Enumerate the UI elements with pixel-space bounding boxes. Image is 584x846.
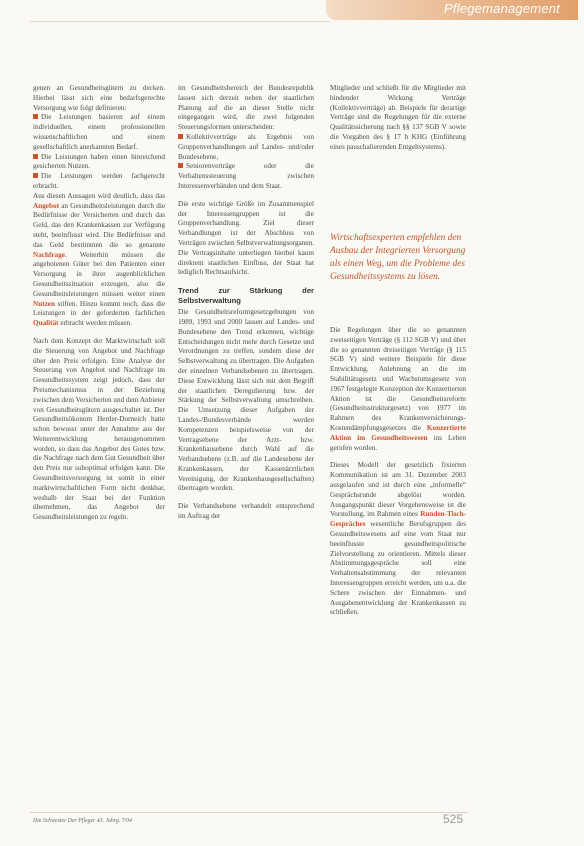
footer-rule [30,812,468,813]
highlight-term: Angebot [33,201,59,210]
header-rule [30,21,330,22]
highlight-term: Konzertierte Aktion im Gesundheitswesen [330,423,467,442]
column-3 [330,84,466,153]
text: ins Leben gerufen worden. [330,433,466,452]
highlight-term: Nachfrage [33,250,65,259]
journal-footer: Die Schwester Der Pfleger 43. Jahrg. 7/04 [33,818,132,824]
text: stiften. Hinzu kommt noch, dass die Leistungen in der geforderten fachlichen [33,299,166,318]
bullet-square-icon [33,114,38,119]
bullet-item [178,133,314,162]
column-1 [33,84,165,523]
bullet-item [33,113,165,152]
paragraph: Die erste wichtige Größe im Zusammenspiel der Interessengruppen ist die Gruppenverhandlung. Ziel dieser Verhandlungen ist der Abschluss von Verträgen zwischen Selbstverwaltungsorganen. Die Vertragsinhalte unterliegen hierbei kaum direktem staatlichen Einfluss, der Staat hat lediglich Rechtsaufsicht. [178,199,314,277]
column-2 [178,84,314,522]
section-title: Pflegemanagement [444,1,560,16]
bullet-text: Die Leistungen basieren auf einem individuellen, einem professionellen wissenschaftlichen und einem gesellschaftlich anerkannten Bedarf. [33,113,165,151]
page-header [0,0,584,22]
highlight-term: Nutzen [33,299,55,308]
spacer [33,329,165,337]
bullet-square-icon [33,173,38,178]
paragraph: im Gesundheitsbereich der Bundesrepublik lassen sich derzeit neben der staatlichen Planung auf die an dieser Stelle nicht eingegangen wird, die zwei folgenden Steuerungsformen unterscheiden: [178,84,314,132]
bullet-square-icon [33,154,38,159]
bullet-text: Die Leistungen werden fachgerecht erbracht. [33,172,165,190]
text: erbracht werden müssen. [60,319,133,328]
text: wesentliche Berufsgruppen des Gesundheitswesens auf eine vom Staat nur beeinflusste gesundheitspolitische Zielvorstellung zu orientieren. Mittels dieser Abstimmungsgespräche soll eine Verhaltensabstimmung der relevanten Interessengruppen erreicht werden, um u.a. die Schere zwischen der Einnahmen- und Ausgabenentwicklung der Krankenkassen zu schließen. [330,520,466,617]
bullet-item [33,172,165,192]
paragraph: Die Verbandsebene verhandelt entsprechend im Auftrag der [178,502,314,521]
text: an Gesundheitsleistungen durch die Bedürfnisse der Versicherten und durch das Geld, das den Krankenkassen zur Verfügung steht, beeinflusst wird. Die Bedürfnisse und das Geld bestimmen die so genannte [33,201,166,249]
spacer [178,494,314,502]
subheading: Trend zur Stärkung der Selbstverwaltung [178,286,314,306]
paragraph: genen an Gesundheitsgütern zu decken. Hierbei lässt sich eine bedarfsgerechte Versorgung wie folgt definieren: [33,84,165,112]
highlight-term: Runden-Tisch-Gespräches [330,510,466,529]
text: Die Regelungen über die so genannten zweiseitigen Verträge (§ 112 SGB V) und über die so genannten dreiseitigen Verträge (§ 115 SGB V) sind weitere Beispiele für diese Entwicklung. Anlehnung an die im Stabilitätsgesetz und Wachstumsgesetz von 1967 festgelegte Konzeption der Konzertierten Aktion ist die Gesundheitsreform (Gesundheitsstrukturgesetz) von 1977 im Rahmen des Krankenversicherungs-Kostendämpfungsgesetzes die [330,326,466,432]
bullet-item [178,162,314,191]
paragraph: Die Gesundheitsreformgesetzgebungen von 1989, 1993 und 2000 lassen auf Landes- und Bundesebene den Trend erkennen, wichtige Entscheidungen nicht mehr durch Gesetze und Verordnungen zu treffen, sondern diese der Selbstverwaltung zu übertragen. Die Aufgaben der einzelnen Verbandsebenen zu übertragen. Diese Entwicklung lässt sich mit dem Begriff der staatlichen Deregulierung bzw. der Stärkung der Selbstverwaltung umschreiben. Die Umsetzung dieser Aufgaben der Landes-/Bundesverbände werden Kompetenzen beispielsweise von der Vertragsebene der Arzt- bzw. Krankenhausebene durch Wahl auf die Verbandsebene (z.B. auf die Landesebene der Krankenkassen, der Kassenärztlichen Vereinigung, der Krankenhausgesellschaften) übertragen worden. [178,308,314,493]
bullet-text: Die Leistungen haben einen hinreichend gesicherten Nutzen. [33,152,165,171]
pull-quote: Wirtschaftsexperten empfehlen den Ausbau der Integrierten Versorgung als einen Weg, um die Probleme des Gesundheitssystems zu lösen. [330,233,466,282]
spacer [178,278,314,286]
highlight-term: Qualität [33,319,59,328]
text: . Weiterhin müssen die angebotenen Güter bei den Patienten einer Versorgung in ihrer augenblicklichen Gesundheitssituation erzeugen, also die Gesundheitsleistungen müssen weiter einen [33,250,165,298]
paragraph: Mitglieder und schließt für die Mitglieder mit bindender Wirkung Verträge (Kollektivverträge) ab. Beispiele für derartige Verträge sind die Regelungen für die externe Qualitätssicherung nach §§ 137 SGB V sowie die Vorgaben des § 17 b KHG (Einführung eines pauschalierenden Entgeltsystems). [330,84,466,151]
text: Aus diesen Aussagen wird deutlich, dass das [33,191,165,200]
paragraph [330,461,466,618]
column-3-lower [330,326,466,618]
spacer [178,192,314,200]
paragraph [33,192,165,329]
paragraph: Nach dem Konzept der Marktwirtschaft soll die Steuerung von Angebot und Nachfrage über den Preis erfolgen. Eine Analyse der Steuerung von Angebot und Nachfrage im Gesundheitssystem zeigt jedoch, dass der Preismechanismus in der Beziehung zwischen dem Versicherten und dem Anbieter von Gesundheitsgütern ausgeschaltet ist. Der Gesundheitsökonom Herder-Dorneich hatte schon bewusst unter der Annahme aus der Weiterentwicklung herausgenommen worden, so dass das Angebot des Gutes bzw. die Nachfrage nach dem Gut Gesundheit über den Preis nur suboptimal erfolgen kann. Die Gesundheitsversorgung ist somit in einer marktwirtschaftlichen Form nicht denkbar, weshalb der Staat bei der Funktion übernehmen, das Angebot der Gesundheitsleistungen zu regeln. [33,336,165,522]
bullet-text: Seniorenverträge oder die Verhaltenssteuerung zwischen Interessenverbänden und dem Staat. [178,162,314,190]
text: Dieses Modell der gesetzlich fixierten Kommunikation ist am 31. Dezember 2003 ausgelaufen und ist durch eine „informelle“ Gesprächsrunde abgelöst worden. Ausgangspunkt dieser Vorgehensweise ist die Vorstellung, im Rahmen eines [330,461,466,519]
paragraph [330,326,466,453]
bullet-item [33,153,165,173]
bullet-square-icon [178,163,183,168]
page-number: 525 [443,812,464,826]
bullet-square-icon [178,134,183,139]
spacer [330,453,466,461]
bullet-text: Kollektivverträge als Ergebnis von Gruppenverhandlungen auf Landes- und/oder Bundesebene, [178,132,314,161]
